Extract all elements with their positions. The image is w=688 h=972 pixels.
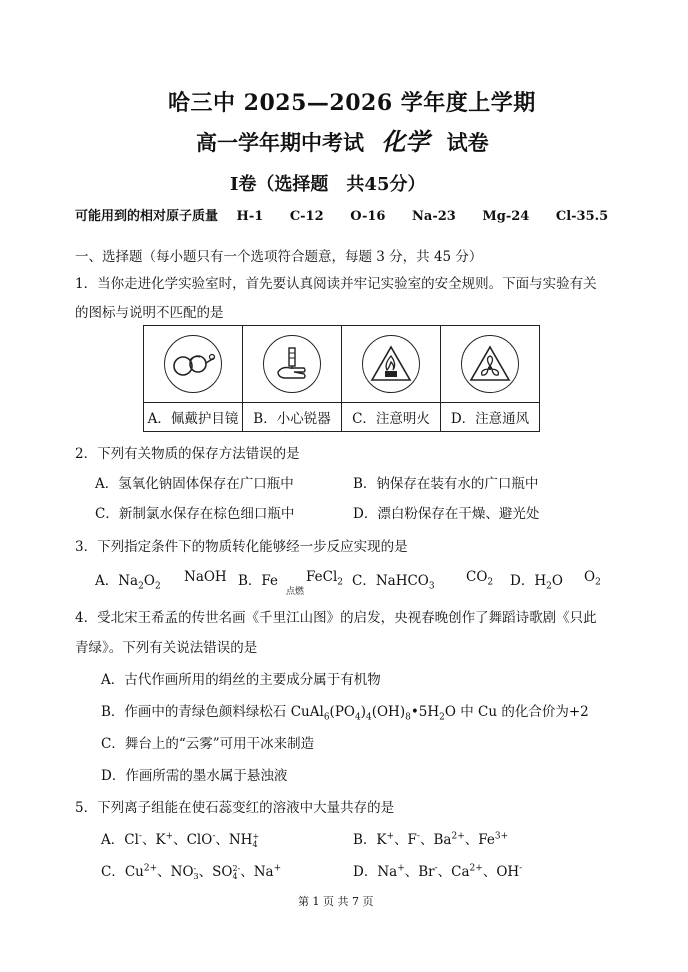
exam-subtitle bbox=[196, 122, 489, 157]
page-footer: 第 1 页 共 7 页 bbox=[298, 895, 374, 908]
q5-d-p2: 、Br bbox=[404, 864, 435, 880]
q3-option-c bbox=[352, 569, 435, 592]
q4-stem-line1: 4．受北宋王希孟的传世名画《千里江山图》的启发，央视春晚创作了舞蹈诗歌剧《只此 bbox=[75, 610, 597, 626]
q5-a-s2: + bbox=[165, 831, 174, 842]
q4-option-c: C．舞台上的“云雾”可用干冰来制造 bbox=[101, 736, 315, 752]
q4-b-s5: 2 bbox=[439, 712, 445, 723]
atomic-mass-o: O-16 bbox=[350, 209, 386, 224]
q5-a-b4: 4 bbox=[252, 839, 258, 849]
q5-b-p1: B．K bbox=[353, 832, 387, 848]
q5-option-d bbox=[353, 860, 522, 880]
q4-b-m1: (PO bbox=[329, 704, 355, 720]
q3-b-condition: 点燃 bbox=[286, 587, 305, 597]
q1-caption-b: B．小心锐器 bbox=[243, 403, 342, 432]
atomic-masses bbox=[75, 205, 608, 224]
q4-b-s4: 8 bbox=[405, 712, 411, 723]
q5-b-p3: 、Ba bbox=[419, 832, 452, 848]
q1-icon-table bbox=[143, 325, 540, 432]
q3-option-a-product: NaOH bbox=[184, 569, 227, 585]
q5-d-p3: 、Ca bbox=[437, 864, 470, 880]
q5-a-p4: 、NH bbox=[215, 832, 253, 848]
q4-b-pre: B．作画中的青绿色颜料绿松石 CuAl bbox=[101, 704, 324, 720]
q3-c-label: C．NaHCO bbox=[352, 573, 429, 589]
q5-a-p1: A．Cl bbox=[101, 832, 139, 848]
q5-option-a bbox=[101, 828, 259, 849]
q5-d-s3: 2+ bbox=[469, 863, 483, 874]
q5-b-p2: 、F bbox=[394, 832, 417, 848]
q4-b-s2: 4 bbox=[354, 712, 361, 723]
q5-a-p3: 、ClO bbox=[173, 832, 213, 848]
q3-option-b: B．Fe bbox=[238, 573, 279, 589]
q5-c-p2: 、NO bbox=[157, 864, 194, 880]
q4-b-m2: ) bbox=[360, 704, 366, 720]
q1-icon-cell-b bbox=[243, 326, 342, 403]
q3-a-sub1: 2 bbox=[138, 581, 144, 592]
q2-option-d: D．漂白粉保存在干燥、避光处 bbox=[353, 506, 540, 522]
q4-option-b bbox=[101, 700, 589, 723]
ventilation-fan-icon bbox=[461, 335, 519, 393]
q5-c-p1: C．Cu bbox=[101, 864, 144, 880]
q5-a-s3: - bbox=[212, 831, 216, 842]
atomic-masses-label: 可能用到的相对原子质量 bbox=[75, 209, 219, 224]
q1-caption-c: C．注意明火 bbox=[342, 403, 441, 432]
q5-c-s1: 2+ bbox=[143, 863, 158, 874]
q5-c-s4: + bbox=[273, 863, 282, 874]
q5-b-s1: + bbox=[386, 831, 395, 842]
q3-d-label: D．H bbox=[510, 573, 547, 589]
q1-stem-line1: 1．当你走进化学实验室时，首先要认真阅读并牢记实验室的安全规则。下面与实验有关 bbox=[75, 276, 597, 292]
exam-title: 哈三中 2025—2026 学年度上学期 bbox=[168, 90, 536, 116]
q5-d-p1: D．Na bbox=[353, 864, 398, 880]
atomic-mass-c: C-12 bbox=[289, 209, 324, 224]
q5-c-p4: 、Na bbox=[240, 864, 274, 880]
q2-option-a: A．氢氧化钠固体保存在广口瓶中 bbox=[95, 476, 294, 492]
q3-d-to-sub: 2 bbox=[595, 577, 601, 588]
goggles-icon bbox=[164, 335, 222, 393]
q5-c-p3: 、SO bbox=[198, 864, 233, 880]
q1-caption-d: D．注意通风 bbox=[441, 403, 540, 432]
q3-d-o: O bbox=[551, 573, 563, 589]
atomic-mass-na: Na-23 bbox=[412, 209, 456, 224]
q3-c-to: CO bbox=[466, 569, 488, 585]
section-heading: Ⅰ卷（选择题 共45分） bbox=[230, 174, 426, 195]
q4-b-s1: 6 bbox=[323, 712, 330, 723]
q2-option-b: B．钠保存在装有水的广口瓶中 bbox=[353, 476, 539, 492]
q5-stem: 5．下列离子组能在使石蕊变红的溶液中大量共存的是 bbox=[75, 800, 395, 816]
q5-option-c bbox=[101, 860, 281, 881]
q3-b-to: FeCl bbox=[306, 569, 338, 585]
q1-stem-line2: 的图标与说明不匹配的是 bbox=[75, 305, 224, 321]
q5-d-s1: + bbox=[397, 863, 405, 874]
q5-b-s4: 3+ bbox=[494, 831, 509, 842]
q4-b-m4: •5H bbox=[410, 704, 440, 720]
q3-option-c-product bbox=[466, 569, 494, 588]
q5-a-p2: 、K bbox=[141, 832, 166, 848]
q3-c-sub: 3 bbox=[428, 581, 435, 592]
q1-icon-cell-d bbox=[441, 326, 540, 403]
q2-option-c: C．新制氯水保存在棕色细口瓶中 bbox=[95, 506, 295, 522]
sharp-object-icon bbox=[263, 335, 321, 393]
subtitle-prefix: 高一学年期中考试 bbox=[196, 130, 364, 155]
q3-option-b-product bbox=[306, 569, 343, 588]
q4-stem-line2: 青绿》。下列有关说法错误的是 bbox=[75, 640, 258, 656]
q3-a-o: O bbox=[143, 573, 155, 589]
q3-option-a bbox=[95, 569, 161, 592]
subtitle-suffix: 试卷 bbox=[446, 130, 489, 155]
q4-b-m3: (OH) bbox=[371, 704, 406, 720]
q1-icon-cell-a bbox=[144, 326, 243, 403]
q5-c-b2: 3 bbox=[193, 871, 199, 881]
q3-option-d-product bbox=[584, 569, 601, 588]
q3-a-label: A．Na bbox=[95, 573, 139, 589]
q3-a-sub2: 2 bbox=[154, 581, 161, 592]
atomic-mass-h: H-1 bbox=[236, 209, 264, 224]
q3-b-to-sub: 2 bbox=[337, 577, 343, 588]
q4-b-s3: 4 bbox=[365, 712, 372, 723]
q5-b-s2: - bbox=[416, 831, 420, 842]
q5-c-b3: 4 bbox=[232, 871, 238, 881]
q5-c-s3: 2- bbox=[232, 863, 241, 873]
q3-option-d bbox=[510, 569, 563, 592]
q1-caption-a: A．佩戴护目镜 bbox=[144, 403, 243, 432]
flame-icon bbox=[362, 335, 420, 393]
q3-stem: 3．下列指定条件下的物质转化能够经一步反应实现的是 bbox=[75, 539, 408, 555]
q3-d-to: O bbox=[584, 569, 596, 585]
q4-option-d: D．作画所需的墨水属于悬浊液 bbox=[101, 768, 288, 784]
q2-stem: 2．下列有关物质的保存方法错误的是 bbox=[75, 446, 300, 462]
q4-option-a: A．古代作画所用的绢丝的主要成分属于有机物 bbox=[101, 672, 381, 688]
q5-a-script bbox=[252, 833, 259, 849]
q4-b-post: O 中 Cu 的化合价为+2 bbox=[444, 704, 589, 720]
q5-d-s2: - bbox=[434, 863, 438, 874]
atomic-mass-cl: Cl-35.5 bbox=[555, 209, 609, 224]
subject-label: 化学 bbox=[381, 127, 430, 156]
q1-icon-cell-c bbox=[342, 326, 441, 403]
q5-d-s4: - bbox=[519, 863, 523, 874]
q5-a-s4: + bbox=[252, 831, 260, 841]
q5-b-s3: 2+ bbox=[451, 831, 465, 842]
q3-c-to-sub: 2 bbox=[487, 577, 494, 588]
part1-heading: 一、选择题（每小题只有一个选项符合题意，每题 3 分，共 45 分） bbox=[75, 249, 483, 265]
q5-b-p4: 、Fe bbox=[464, 832, 495, 848]
q5-option-b bbox=[353, 828, 508, 848]
q5-c-s2: - bbox=[193, 863, 197, 873]
q5-d-p4: 、OH bbox=[482, 864, 520, 880]
atomic-mass-mg: Mg-24 bbox=[482, 209, 530, 224]
q3-d-sub: 2 bbox=[546, 581, 552, 592]
q5-a-s1: - bbox=[138, 831, 142, 842]
